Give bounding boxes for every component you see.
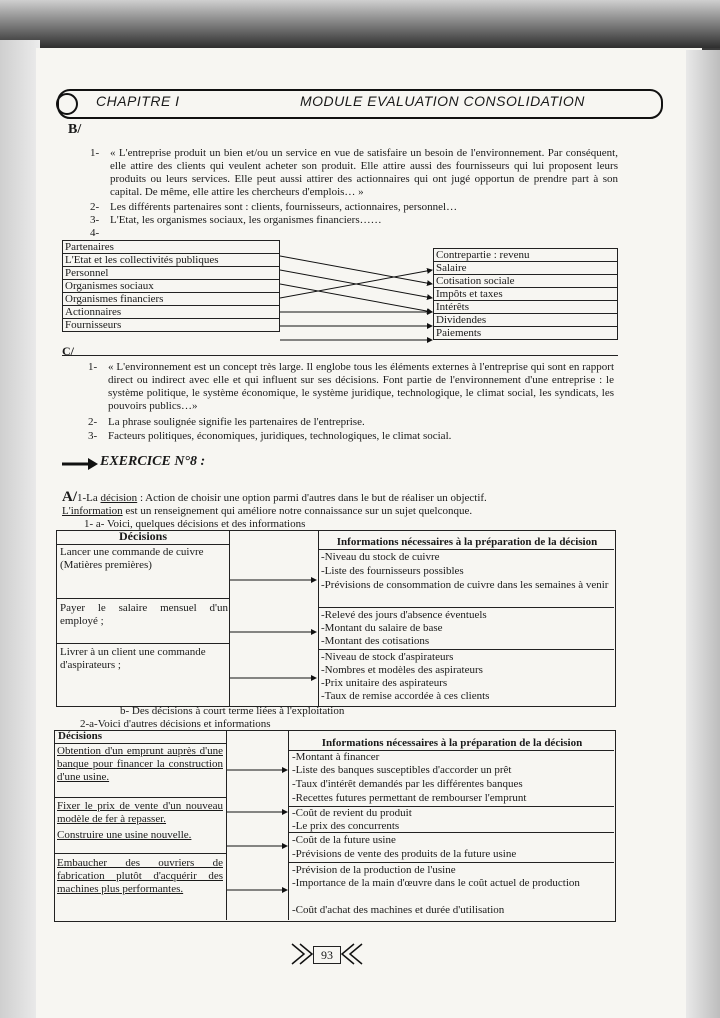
- page-number: 93: [313, 946, 341, 964]
- b-item-4-num: 4-: [90, 227, 100, 239]
- partner-cell: Organismes financiers: [63, 293, 280, 306]
- b-item-2-text: Les différents partenaires sont : clients, fournisseurs, actionnaires, personnel…: [110, 201, 458, 213]
- table2-decision: Fixer le prix de vente d'un nouveau modèle de fer à repasser.: [57, 800, 223, 825]
- adjacent-page-edge: [0, 40, 40, 1018]
- table1-decision: Lancer une commande de cuivre (Matières premières): [60, 546, 204, 571]
- table1-decision: Payer le salaire mensuel d'un employé ;: [60, 602, 228, 627]
- table2-decision: Obtention d'un emprunt auprès d'une banque pour financer la construction d'une usine.: [57, 745, 223, 783]
- table1-info: -Nombres et modèles des aspirateurs: [321, 664, 483, 676]
- page-right-edge: [686, 50, 720, 1018]
- exercise-title: EXERCICE N°8 :: [100, 454, 206, 469]
- table1-info: -Niveau de stock d'aspirateurs: [321, 651, 454, 663]
- section-c-label: C/: [62, 344, 74, 358]
- sub2-heading: 2-a-Voici d'autres décisions et informations: [80, 718, 271, 730]
- partners-table: [62, 240, 280, 332]
- table2-info: -Coût de revient du produit: [292, 807, 412, 819]
- scan-top-shadow: [0, 0, 720, 48]
- table2-info: -Montant à financer: [292, 751, 380, 763]
- table2-info: -Prévisions de vente des produits de la future usine: [292, 848, 517, 860]
- counterpart-cell: Impôts et taxes: [434, 288, 618, 301]
- table1-decision: Livrer à un client une commande d'aspirateurs ;: [60, 646, 206, 671]
- chapter-header: [57, 89, 663, 119]
- b-item-2-num: 2-: [90, 201, 100, 213]
- info-term: L'information: [62, 505, 123, 517]
- table2-decision: Embaucher des ouvriers de fabrication plutôt d'acquérir des machines plus performantes.: [57, 857, 223, 895]
- c-item-3-text: Facteurs politiques, économiques, juridiques, technologiques, le climat social.: [108, 430, 452, 442]
- table1-head-left: Décisions: [119, 529, 167, 543]
- c-item-2-num: 2-: [88, 416, 98, 428]
- exercise-arrow-icon: [62, 458, 98, 470]
- counterpart-cell: Paiements: [434, 327, 618, 340]
- partner-cell: L'Etat et les collectivités publiques: [63, 254, 280, 267]
- table1-info: -Relevé des jours d'absence éventuels: [321, 609, 487, 621]
- sub-b-text: b- Des décisions à court terme liées à l'exploitation: [120, 705, 345, 717]
- table2-info: -Recettes futures permettant de rembourser l'emprunt: [292, 792, 527, 804]
- chapter-title: CHAPITRE I: [96, 93, 180, 109]
- table1-head-right: Informations nécessaires à la préparation de la décision: [336, 536, 598, 548]
- counterpart-cell: Dividendes: [434, 314, 618, 327]
- b-item-1-num: 1-: [90, 147, 100, 159]
- table1-info: -Niveau du stock de cuivre: [321, 551, 440, 563]
- partner-cell: Actionnaires: [63, 306, 280, 319]
- matching-arrows: [280, 240, 434, 356]
- counterparts-table: [433, 248, 618, 340]
- arrow-etat-impots: [280, 256, 432, 284]
- table1-arrows: [230, 570, 318, 690]
- table1-info: -Montant du salaire de base: [321, 622, 443, 634]
- counterpart-cell: Intérêts: [434, 301, 618, 314]
- counterpart-cell: Contrepartie : revenu: [434, 249, 618, 262]
- chapter-logo-icon: [56, 93, 78, 115]
- table2-info: -Coût de la future usine: [292, 834, 396, 846]
- table2-arrows: [227, 760, 289, 900]
- c-item-1-text: « L'environnement est un concept très large. Il englobe tous les éléments externes à l'entreprise qui sont en rapport direct ou indirect avec elle et qui influent sur ses décisions. Font partie de l'environnement d'une entreprise : le système politique, le système économique, le système juridique, technologique, le climat social, les syndicats, les pouvoirs publics…»: [108, 361, 614, 412]
- c-item-1-num: 1-: [88, 361, 98, 373]
- table1-info: -Montant des cotisations: [321, 635, 430, 647]
- c-item-3-num: 3-: [88, 430, 98, 442]
- table2-info: -Prévision de la production de l'usine: [292, 864, 456, 876]
- table2-head-left: Décisions: [58, 730, 102, 742]
- a1-num: 1-La: [77, 492, 98, 504]
- a1-def: : Action de choisir une option parmi d'autres dans le but de réaliser un objectif.: [139, 492, 487, 504]
- partner-cell: Personnel: [63, 267, 280, 280]
- table1-info: -Prix unitaire des aspirateurs: [321, 677, 448, 689]
- b-item-3-text: L'Etat, les organismes sociaux, les organismes financiers……: [110, 214, 382, 226]
- partner-cell: Partenaires: [63, 241, 280, 254]
- table1-info: -Taux de remise accordée à ces clients: [321, 690, 490, 702]
- table1-info: -Prévisions de consommation de cuivre dans les semaines à venir: [321, 579, 609, 591]
- counterpart-cell: Salaire: [434, 262, 618, 275]
- b-item-3-num: 3-: [90, 214, 100, 226]
- partner-cell: Fournisseurs: [63, 319, 280, 332]
- table2-decision: Construire une usine nouvelle.: [57, 829, 192, 841]
- table2-info: -Importance de la main d'œuvre dans le coût actuel de production: [292, 877, 580, 889]
- table2-info: -Taux d'intérêt demandés par les différentes banques: [292, 778, 523, 790]
- table1-info: -Liste des fournisseurs possibles: [321, 565, 464, 577]
- section-b-label: B/: [68, 122, 82, 137]
- arrow-organismes-sociaux: [280, 284, 432, 312]
- counterpart-cell: Cotisation sociale: [434, 275, 618, 288]
- b-item-1-text: « L'entreprise produit un bien et/ou un service en vue de satisfaire un besoin de l'environnement. Par conséquent, elle attire des clients qui veulent acheter son produit. Elle attire aussi des fournisseurs qui lui proposent leurs produits ou leurs services. Elle peut aussi attirer des actionnaires qui ont jugé opportun de prendre part à son capital. De même, elle attire les chercheurs d'emplois… »: [110, 147, 618, 198]
- partner-cell: Organismes sociaux: [63, 280, 280, 293]
- info-def: est un renseignement qui améliore notre connaissance sur un sujet quelconque.: [125, 505, 473, 517]
- table2-head-right: Informations nécessaires à la préparation de la décision: [321, 737, 583, 749]
- module-title: MODULE EVALUATION CONSOLIDATION: [300, 93, 585, 109]
- c-item-2-text: La phrase soulignée signifie les partenaires de l'entreprise.: [108, 416, 365, 428]
- table2-info: -Le prix des concurrents: [292, 820, 400, 832]
- a-label: A/: [62, 489, 77, 505]
- a1-term: décision: [100, 492, 138, 504]
- table2-info: -Coût d'achat des machines et durée d'utilisation: [292, 904, 505, 916]
- table2-info: -Liste des banques susceptibles d'accorder un prêt: [292, 764, 512, 776]
- sub1-heading: 1- a- Voici, quelques décisions et des informations: [84, 518, 306, 530]
